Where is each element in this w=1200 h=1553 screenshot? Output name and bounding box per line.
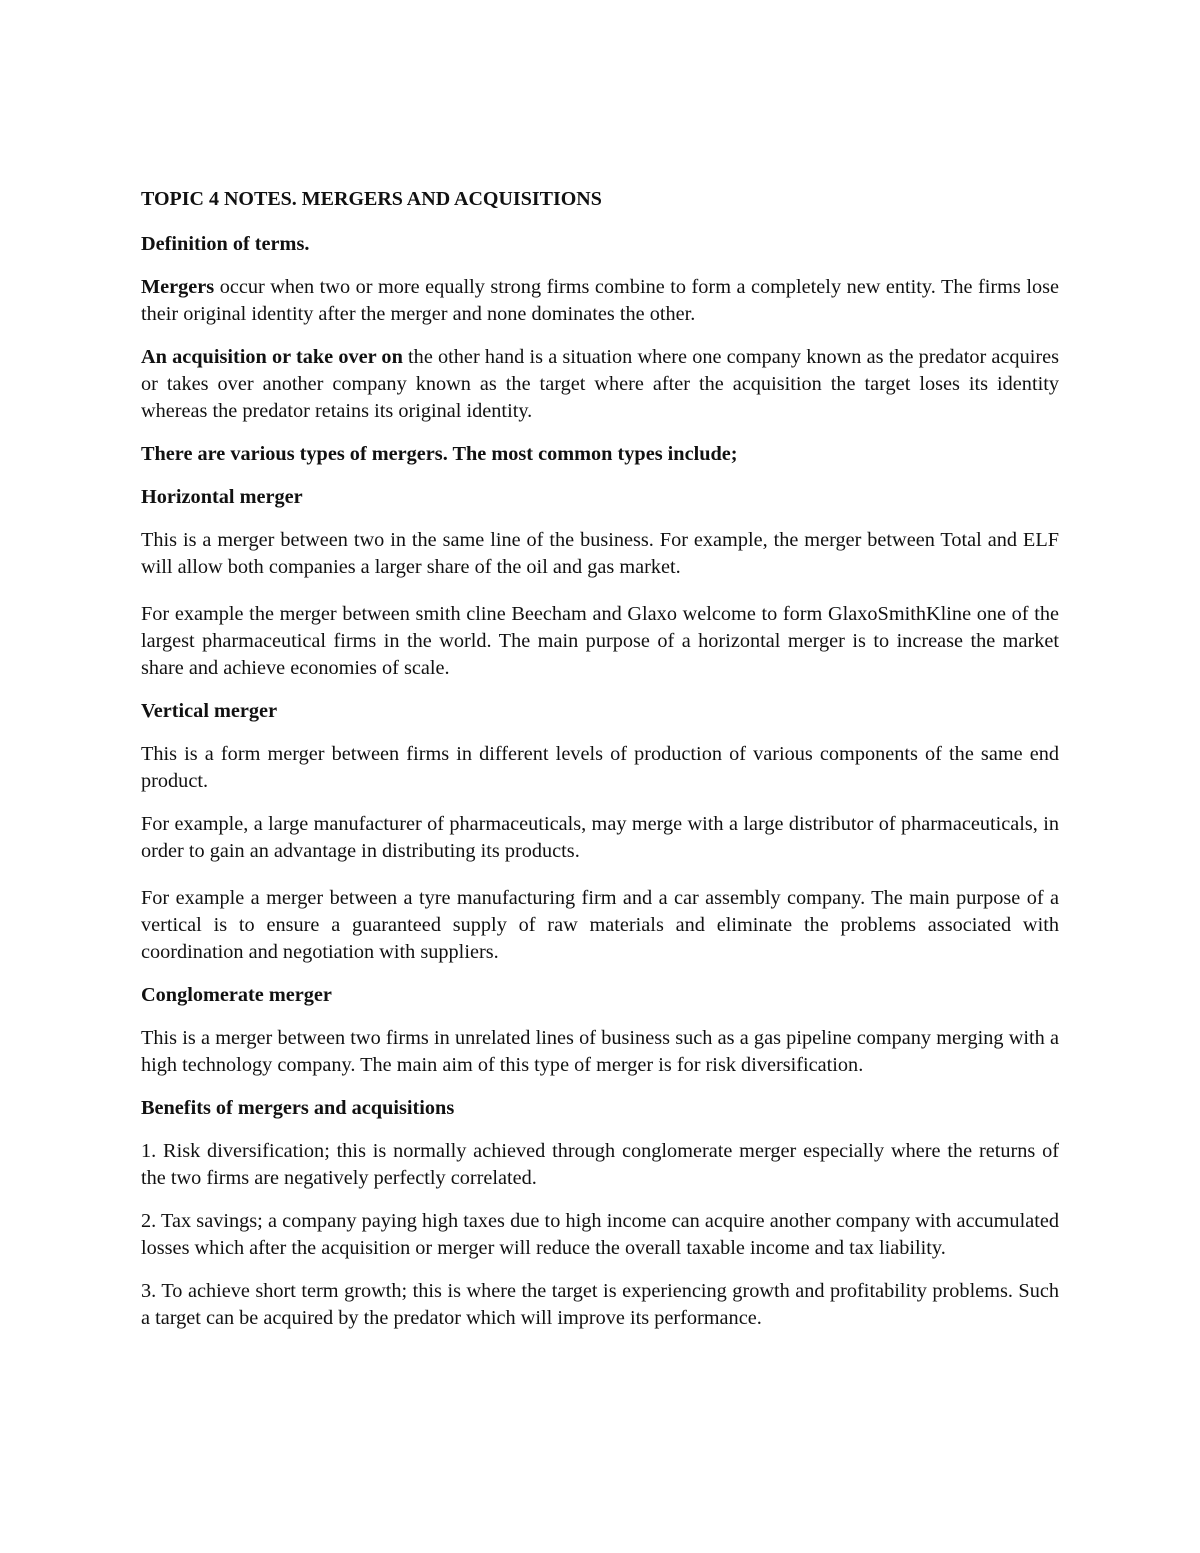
benefit-item-1: 1. Risk diversification; this is normally achieved through conglomerate merger especially where the returns of the two firms are negatively perfectly correlated. — [141, 1140, 1059, 1189]
horizontal-heading: Horizontal merger — [141, 486, 303, 508]
mergers-definition — [141, 274, 1059, 328]
definitions-heading: Definition of terms. — [141, 233, 310, 255]
types-intro: There are various types of mergers. The most common types include; — [141, 443, 738, 465]
acquisition-definition — [141, 344, 1059, 425]
horizontal-paragraph-2: For example the merger between smith cline Beecham and Glaxo welcome to form GlaxoSmithKline one of the largest pharmaceutical firms in the world. The main purpose of a horizontal merger is to increase the market share and achieve economies of scale. — [141, 603, 1059, 679]
document-page — [141, 186, 1059, 1348]
vertical-paragraph-2: For example, a large manufacturer of pharmaceuticals, may merge with a large distributor of pharmaceuticals, in order to gain an advantage in distributing its products. — [141, 813, 1059, 862]
benefits-heading: Benefits of mergers and acquisitions — [141, 1097, 455, 1119]
conglomerate-heading: Conglomerate merger — [141, 984, 332, 1006]
horizontal-paragraph-1: This is a merger between two in the same line of the business. For example, the merger between Total and ELF will allow both companies a larger share of the oil and gas market. — [141, 529, 1059, 578]
mergers-text: occur when two or more equally strong firms combine to form a completely new entity. The firms lose their original identity after the merger and none dominates the other. — [141, 276, 1059, 325]
acquisition-term: An acquisition or take over on — [141, 346, 403, 368]
vertical-paragraph-1: This is a form merger between firms in different levels of production of various components of the same end product. — [141, 743, 1059, 792]
vertical-paragraph-3: For example a merger between a tyre manufacturing firm and a car assembly company. The main purpose of a vertical is to ensure a guaranteed supply of raw materials and eliminate the problems associated with coordination and negotiation with suppliers. — [141, 887, 1059, 963]
acquisition-text: the other hand is a situation where one company known as the predator acquires or takes over another company known as the target where after the acquisition the target loses its identity whereas the predator retains its original identity. — [141, 346, 1059, 422]
vertical-heading: Vertical merger — [141, 700, 278, 722]
conglomerate-paragraph: This is a merger between two firms in unrelated lines of business such as a gas pipeline company merging with a high technology company. The main aim of this type of merger is for risk diversification. — [141, 1027, 1059, 1076]
mergers-term: Mergers — [141, 276, 215, 298]
benefit-item-3: 3. To achieve short term growth; this is where the target is experiencing growth and profitability problems. Such a target can be acquired by the predator which will improve its performance. — [141, 1280, 1059, 1329]
document-title: TOPIC 4 NOTES. MERGERS AND ACQUISITIONS — [141, 188, 602, 210]
benefit-item-2: 2. Tax savings; a company paying high taxes due to high income can acquire another company with accumulated losses which after the acquisition or merger will reduce the overall taxable income and tax liability. — [141, 1210, 1059, 1259]
